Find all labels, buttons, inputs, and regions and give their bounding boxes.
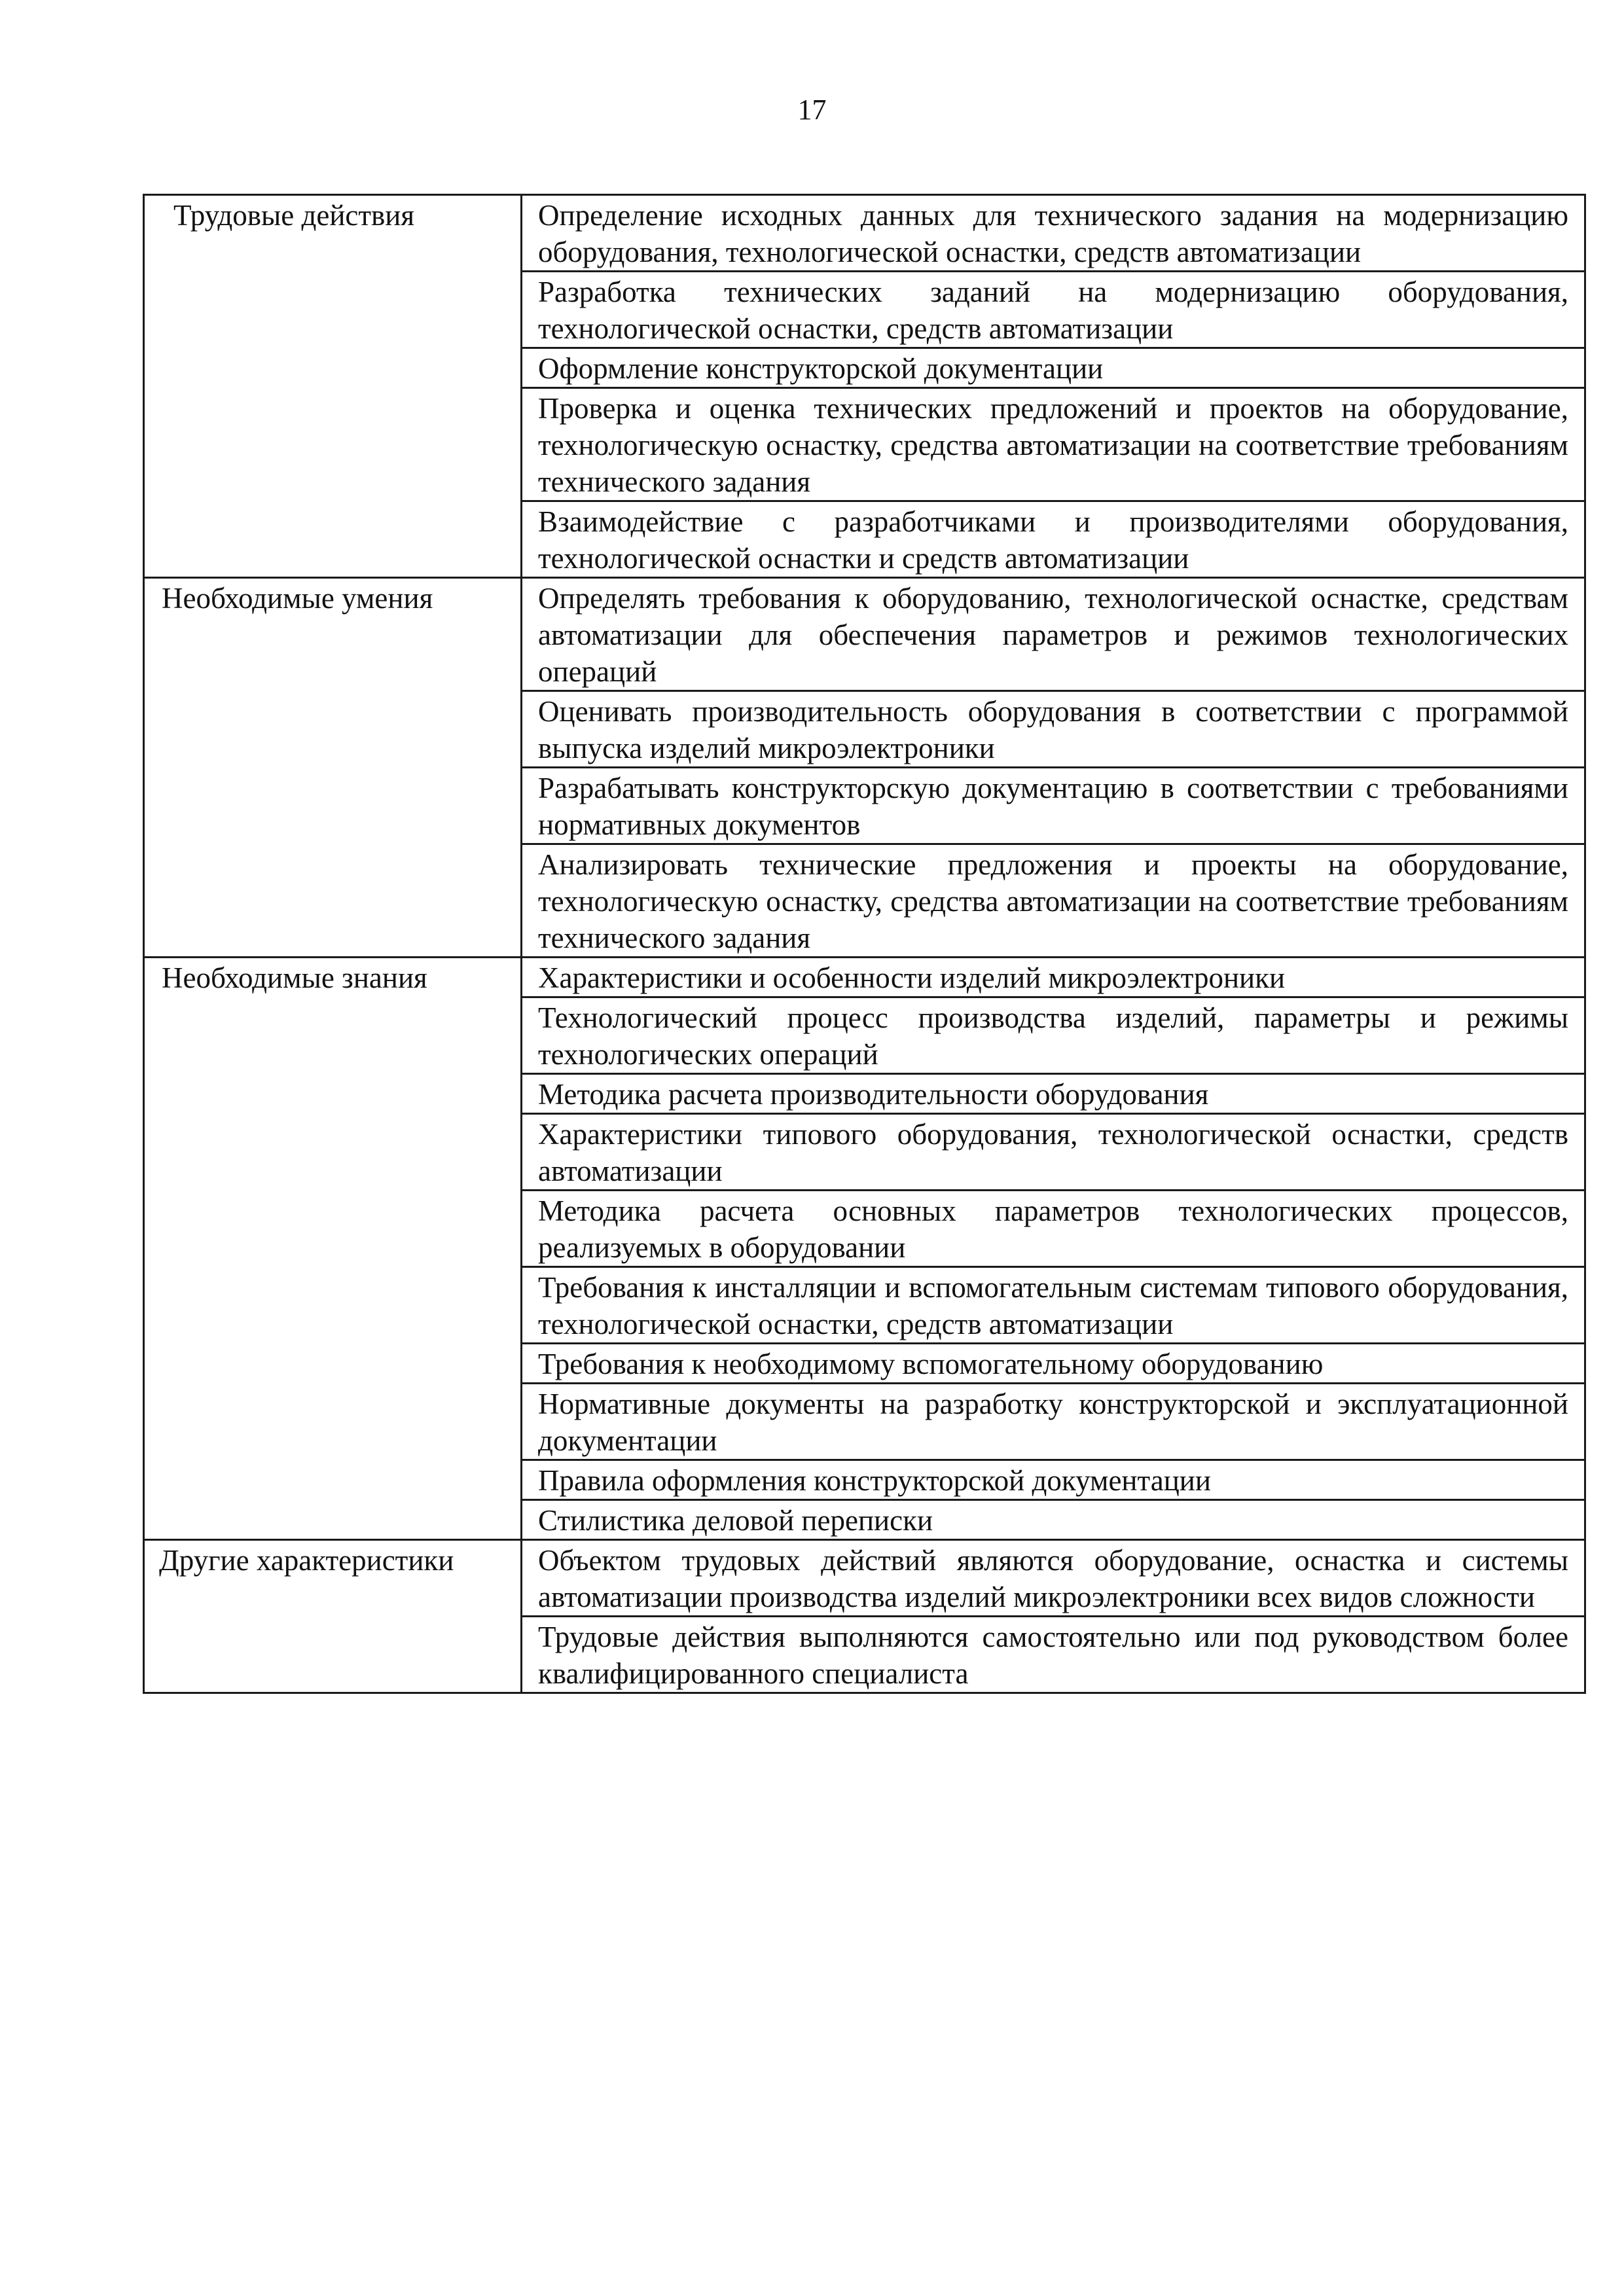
table-cell: Требования к необходимому вспомогательному оборудованию — [522, 1344, 1585, 1384]
section-label-required-knowledge: Необходимые знания — [144, 958, 522, 1540]
table-cell: Оформление конструкторской документации — [522, 348, 1585, 388]
section-label-required-skills: Необходимые умения — [144, 578, 522, 958]
page-number: 17 — [797, 94, 827, 126]
table-cell: Методика расчета основных параметров технологических процессов, реализуемых в оборудовании — [522, 1191, 1585, 1267]
table-cell: Взаимодействие с разработчиками и производителями оборудования, технологической оснастки и средств автоматизации — [522, 501, 1585, 578]
table-cell: Объектом трудовых действий являются оборудование, оснастка и системы автоматизации производства изделий микроэлектроники всех видов сложности — [522, 1540, 1585, 1617]
table-row — [144, 578, 1585, 691]
table-cell: Характеристики и особенности изделий микроэлектроники — [522, 958, 1585, 997]
table-cell: Разработка технических заданий на модернизацию оборудования, технологической оснастки, средств автоматизации — [522, 272, 1585, 348]
table-cell: Характеристики типового оборудования, технологической оснастки, средств автоматизации — [522, 1114, 1585, 1191]
section-label-labor-actions: Трудовые действия — [144, 195, 522, 578]
characteristics-table — [143, 194, 1586, 1694]
table-cell: Определение исходных данных для технического задания на модернизацию оборудования, технологической оснастки, средств автоматизации — [522, 195, 1585, 272]
table-cell: Правила оформления конструкторской документации — [522, 1460, 1585, 1500]
table-cell: Требования к инсталляции и вспомогательным системам типового оборудования, технологической оснастки, средств автоматизации — [522, 1267, 1585, 1344]
table-cell: Трудовые действия выполняются самостоятельно или под руководством более квалифицированного специалиста — [522, 1617, 1585, 1693]
section-label-other-characteristics: Другие характеристики — [144, 1540, 522, 1693]
table-cell: Методика расчета производительности оборудования — [522, 1074, 1585, 1114]
table-cell: Технологический процесс производства изделий, параметры и режимы технологических операций — [522, 997, 1585, 1074]
table-cell: Проверка и оценка технических предложений и проектов на оборудование, технологическую оснастку, средства автоматизации на соответствие требованиям технического задания — [522, 388, 1585, 501]
table-row — [144, 1540, 1585, 1617]
table-row — [144, 195, 1585, 272]
table-cell: Анализировать технические предложения и проекты на оборудование, технологическую оснастку, средства автоматизации на соответствие требованиям технического задания — [522, 844, 1585, 958]
table-cell: Оценивать производительность оборудования в соответствии с программой выпуска изделий микроэлектроники — [522, 691, 1585, 768]
table-row — [144, 958, 1585, 997]
table-cell: Разрабатывать конструкторскую документацию в соответствии с требованиями нормативных документов — [522, 768, 1585, 844]
table-cell: Стилистика деловой переписки — [522, 1500, 1585, 1540]
table-cell: Определять требования к оборудованию, технологической оснастке, средствам автоматизации для обеспечения параметров и режимов технологических операций — [522, 578, 1585, 691]
table-cell: Нормативные документы на разработку конструкторской и эксплуатационной документации — [522, 1384, 1585, 1460]
